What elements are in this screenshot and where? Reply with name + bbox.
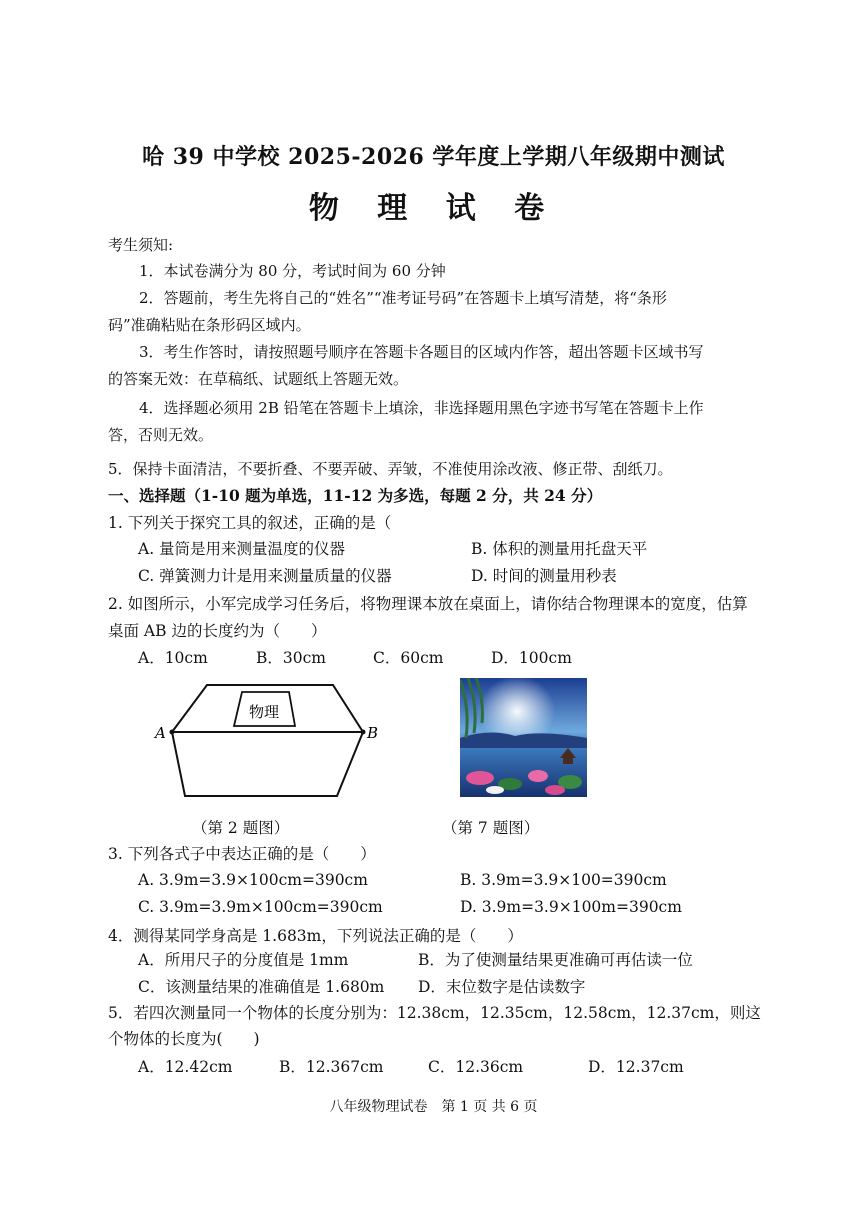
figure-2-desk-diagram bbox=[150, 676, 390, 806]
question-3-stem: 3. 下列各式子中表达正确的是（ ） bbox=[108, 845, 376, 863]
question-5-option-a: A．12.42cm bbox=[138, 1058, 233, 1076]
exam-subtitle: 物 理 试 卷 bbox=[308, 191, 559, 226]
question-2-stem-line-1: 2. 如图所示，小军完成学习任务后，将物理课本放在桌面上，请你结合物理课本的宽度，估算 bbox=[108, 595, 748, 613]
question-1-option-d: D. 时间的测量用秒表 bbox=[471, 567, 617, 585]
exam-title: 哈 39 中学校 2025-2026 学年度上学期八年级期中测试 bbox=[142, 144, 725, 170]
question-2-option-b: B．30cm bbox=[256, 649, 326, 667]
question-4-option-a: A．所用尺子的分度值是 1mm bbox=[138, 951, 349, 969]
question-2-stem-line-2: 桌面 AB 边的长度约为（ ） bbox=[108, 622, 327, 640]
notice-item-1: 1．本试卷满分为 80 分，考试时间为 60 分钟 bbox=[139, 262, 446, 280]
question-3-option-b: B. 3.9m=3.9×100=390cm bbox=[460, 871, 667, 889]
question-5-stem-line-2: 个物体的长度为( ) bbox=[108, 1030, 260, 1048]
section-heading-choice: 一、选择题（1-10 题为单选，11-12 为多选，每题 2 分，共 24 分） bbox=[108, 486, 603, 505]
question-4-option-c: C．该测量结果的准确值是 1.680m bbox=[138, 978, 385, 996]
question-1-option-a: A. 量筒是用来测量温度的仪器 bbox=[138, 540, 346, 558]
notice-item-3-line-2: 的答案无效：在草稿纸、试题纸上答题无效。 bbox=[108, 370, 409, 388]
notice-item-4-line-1: 4．选择题必须用 2B 铅笔在答题卡上填涂，非选择题用黑色字迹书写笔在答题卡上作 bbox=[139, 399, 704, 417]
point-a-label: A bbox=[155, 724, 166, 742]
question-3-option-a: A. 3.9m=3.9×100cm=390cm bbox=[138, 871, 368, 889]
notice-item-2-line-2: 码”准确粘贴在条形码区域内。 bbox=[108, 316, 311, 334]
question-1-option-c: C. 弹簧测力计是用来测量质量的仪器 bbox=[138, 567, 392, 585]
question-3-option-c: C. 3.9m=3.9m×100cm=390cm bbox=[138, 898, 383, 916]
question-1-stem: 1. 下列关于探究工具的叙述，正确的是（ bbox=[108, 514, 392, 532]
question-4-option-d: D．末位数字是估读数字 bbox=[418, 978, 586, 996]
notice-item-2-line-1: 2．答题前，考生先将自己的“姓名”“准考证号码”在答题卡上填写清楚，将“条形 bbox=[139, 289, 667, 307]
figure-7-landscape-image bbox=[460, 678, 587, 797]
question-5-option-b: B．12.367cm bbox=[279, 1058, 384, 1076]
notice-heading: 考生须知: bbox=[108, 236, 174, 254]
question-4-option-b: B．为了使测量结果更准确可再估读一位 bbox=[418, 951, 693, 969]
question-2-option-d: D．100cm bbox=[491, 649, 572, 667]
question-5-stem-line-1: 5．若四次测量同一个物体的长度分别为：12.38cm，12.35cm，12.58cm，12.37cm，则这 bbox=[108, 1004, 761, 1022]
question-5-option-c: C．12.36cm bbox=[428, 1058, 524, 1076]
page-footer: 八年级物理试卷 第 1 页 共 6 页 bbox=[329, 1099, 538, 1115]
point-a-marker bbox=[170, 730, 175, 735]
question-5-option-d: D．12.37cm bbox=[588, 1058, 684, 1076]
point-b-marker bbox=[361, 730, 366, 735]
notice-item-5: 5．保持卡面清洁，不要折叠、不要弄破、弄皱，不准使用涂改液、修正带、刮纸刀。 bbox=[108, 460, 673, 478]
question-4-stem: 4．测得某同学身高是 1.683m，下列说法正确的是（ ） bbox=[108, 927, 523, 945]
figure-7-caption: （第 7 题图） bbox=[442, 819, 540, 837]
figure-2-caption: （第 2 题图） bbox=[192, 819, 290, 837]
question-3-option-d: D. 3.9m=3.9×100m=390cm bbox=[460, 898, 682, 916]
question-2-option-a: A．10cm bbox=[138, 649, 208, 667]
notice-item-3-line-1: 3．考生作答时，请按照题号顺序在答题卡各题目的区域内作答，超出答题卡区域书写 bbox=[139, 343, 704, 361]
desk-outline bbox=[172, 685, 363, 796]
notice-item-4-line-2: 答，否则无效。 bbox=[108, 426, 214, 444]
question-1-option-b: B. 体积的测量用托盘天平 bbox=[471, 540, 648, 558]
question-2-option-c: C．60cm bbox=[373, 649, 444, 667]
point-b-label: B bbox=[367, 724, 379, 742]
physics-book-label: 物理 bbox=[248, 703, 280, 721]
